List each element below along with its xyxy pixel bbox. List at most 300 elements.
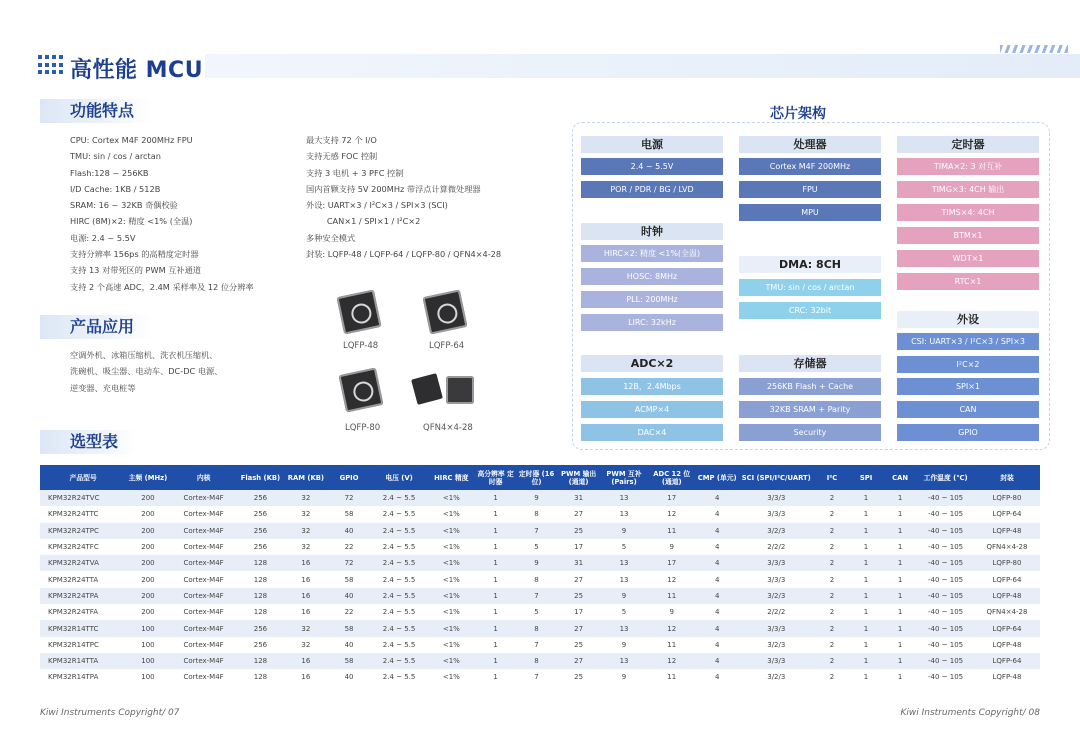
arch-periph-item: SPI×1: [897, 378, 1039, 395]
table-cell: Cortex-M4F: [170, 490, 238, 506]
table-cell: 200: [126, 604, 169, 620]
table-cell: 9: [601, 523, 646, 539]
application-item: 洗碗机、吸尘器、电动车、DC-DC 电源、: [70, 366, 223, 377]
table-cell: 32: [283, 620, 328, 636]
package-label: LQFP-80: [345, 423, 381, 433]
arch-timer-item: WDT×1: [897, 250, 1039, 267]
table-cell: Cortex-M4F: [170, 637, 238, 653]
table-cell: 2: [815, 490, 849, 506]
table-cell: 8: [517, 571, 556, 587]
table-cell: KPM32R14TTC: [40, 620, 126, 636]
table-cell: 3/3/3: [738, 506, 815, 522]
arch-timer-item: TIMA×2: 3 对互补: [897, 158, 1039, 175]
table-cell: 256: [238, 506, 283, 522]
header-dots-icon: [38, 55, 64, 75]
table-cell: 16: [283, 653, 328, 669]
table-cell: Cortex-M4F: [170, 555, 238, 571]
header-band: [205, 54, 1080, 78]
table-cell: 31: [556, 490, 601, 506]
table-cell: -40 ~ 105: [917, 669, 974, 685]
table-cell: Cortex-M4F: [170, 506, 238, 522]
table-cell: 1: [883, 604, 917, 620]
application-item: 空调外机、冰箱压缩机、洗衣机压缩机、: [70, 350, 218, 360]
table-cell: KPM32R14TPC: [40, 637, 126, 653]
table-cell: 128: [238, 588, 283, 604]
table-cell: 256: [238, 490, 283, 506]
arch-timer-title: 定时器: [897, 136, 1039, 153]
table-cell: 5: [517, 539, 556, 555]
table-cell: 3/3/3: [738, 620, 815, 636]
table-cell: 7: [517, 637, 556, 653]
table-cell: 128: [238, 653, 283, 669]
table-cell: 5: [601, 539, 646, 555]
table-cell: 1: [883, 653, 917, 669]
feature-item: HIRC (8M)×2: 精度 <1% (全温): [70, 216, 193, 227]
table-cell: 32: [283, 637, 328, 653]
table-cell: 4: [697, 604, 738, 620]
table-cell: 2.4 ~ 5.5: [370, 490, 429, 506]
table-cell: 1: [849, 571, 883, 587]
feature-item: 多种安全模式: [306, 232, 356, 243]
feature-item: 电源: 2.4 ~ 5.5V: [70, 232, 136, 243]
table-cell: 1: [849, 490, 883, 506]
table-cell: 2.4 ~ 5.5: [370, 539, 429, 555]
table-cell: Cortex-M4F: [170, 669, 238, 685]
table-cell: 2.4 ~ 5.5: [370, 637, 429, 653]
table-cell: 4: [697, 555, 738, 571]
table-cell: -40 ~ 105: [917, 539, 974, 555]
table-cell: 200: [126, 506, 169, 522]
table-cell: 2.4 ~ 5.5: [370, 604, 429, 620]
table-row: [40, 571, 1040, 587]
package-label: QFN4×4-28: [423, 423, 473, 433]
table-cell: 9: [601, 637, 646, 653]
table-header-cell: 高分辨率 定时器: [474, 465, 517, 490]
table-cell: KPM32R24TPC: [40, 523, 126, 539]
table-cell: <1%: [429, 539, 474, 555]
table-cell: 1: [474, 490, 517, 506]
table-cell: 1: [849, 506, 883, 522]
arch-mem-item: Security: [739, 424, 881, 441]
table-cell: 32: [283, 539, 328, 555]
table-cell: 2: [815, 620, 849, 636]
arch-cpu-item: FPU: [739, 181, 881, 198]
table-row: [40, 523, 1040, 539]
table-cell: 1: [474, 571, 517, 587]
chip-lqfp64-icon: [420, 287, 470, 337]
table-cell: 1: [849, 555, 883, 571]
table-cell: 2: [815, 571, 849, 587]
table-cell: LQFP-48: [974, 637, 1040, 653]
architecture-title: 芯片架构: [770, 106, 826, 122]
table-cell: Cortex-M4F: [170, 604, 238, 620]
table-cell: 4: [697, 490, 738, 506]
table-cell: <1%: [429, 506, 474, 522]
features-right-list: [306, 132, 501, 262]
arch-adc-item: ACMP×4: [581, 401, 723, 418]
table-cell: 1: [883, 669, 917, 685]
table-cell: 31: [556, 555, 601, 571]
table-cell: 256: [238, 620, 283, 636]
table-cell: 8: [517, 620, 556, 636]
arch-adc-title: ADC×2: [581, 355, 723, 372]
table-cell: 2: [815, 539, 849, 555]
table-cell: LQFP-64: [974, 653, 1040, 669]
table-cell: 100: [126, 620, 169, 636]
table-cell: LQFP-80: [974, 490, 1040, 506]
table-cell: 200: [126, 490, 169, 506]
table-cell: 2.4 ~ 5.5: [370, 669, 429, 685]
table-cell: 256: [238, 523, 283, 539]
feature-item: CAN×1 / SPI×1 / I²C×2: [306, 216, 421, 227]
table-header-cell: HIRC 精度: [429, 465, 474, 490]
feature-item: 支持无感 FOC 控制: [306, 151, 378, 162]
table-cell: KPM32R24TVC: [40, 490, 126, 506]
table-cell: 22: [329, 539, 370, 555]
table-cell: 13: [601, 653, 646, 669]
arch-clock-item: HIRC×2: 精度 <1%(全温): [581, 245, 723, 262]
table-cell: 1: [849, 669, 883, 685]
applications-heading: 产品应用: [40, 315, 152, 339]
table-header-cell: 电压 (V): [370, 465, 429, 490]
arch-cpu-item: Cortex M4F 200MHz: [739, 158, 881, 175]
table-cell: <1%: [429, 669, 474, 685]
table-cell: 128: [238, 669, 283, 685]
table-cell: 1: [849, 539, 883, 555]
table-cell: 2: [815, 523, 849, 539]
table-cell: 40: [329, 523, 370, 539]
table-cell: 128: [238, 555, 283, 571]
table-cell: 72: [329, 555, 370, 571]
table-cell: 2/2/2: [738, 539, 815, 555]
table-cell: 17: [647, 555, 697, 571]
table-cell: 2: [815, 588, 849, 604]
feature-item: 支持分辨率 156ps 的高精度定时器: [70, 249, 199, 260]
table-cell: 40: [329, 669, 370, 685]
table-cell: 32: [283, 490, 328, 506]
arch-power-item: 2.4 ~ 5.5V: [581, 158, 723, 175]
table-header-cell: CAN: [883, 465, 917, 490]
table-cell: 1: [474, 555, 517, 571]
table-cell: 16: [283, 555, 328, 571]
table-cell: 2: [815, 637, 849, 653]
table-cell: <1%: [429, 653, 474, 669]
table-cell: <1%: [429, 555, 474, 571]
table-header-cell: 定时器 (16 位): [517, 465, 556, 490]
table-cell: LQFP-64: [974, 506, 1040, 522]
arch-mem-item: 32KB SRAM + Parity: [739, 401, 881, 418]
table-cell: 1: [883, 571, 917, 587]
table-cell: 40: [329, 588, 370, 604]
table-cell: 2.4 ~ 5.5: [370, 653, 429, 669]
table-cell: 9: [647, 539, 697, 555]
table-cell: LQFP-64: [974, 571, 1040, 587]
table-row: [40, 555, 1040, 571]
table-cell: 13: [601, 620, 646, 636]
table-cell: 12: [647, 571, 697, 587]
table-cell: 1: [474, 523, 517, 539]
table-cell: 12: [647, 506, 697, 522]
table-cell: 32: [283, 523, 328, 539]
table-cell: 13: [601, 571, 646, 587]
application-item: 逆变器、充电桩等: [70, 382, 136, 393]
table-cell: 1: [849, 604, 883, 620]
table-cell: 7: [517, 669, 556, 685]
table-cell: 1: [474, 637, 517, 653]
table-cell: 3/2/3: [738, 637, 815, 653]
table-cell: 1: [474, 604, 517, 620]
table-cell: LQFP-48: [974, 669, 1040, 685]
table-cell: 13: [601, 555, 646, 571]
table-cell: 3/3/3: [738, 653, 815, 669]
table-cell: KPM32R24TFC: [40, 539, 126, 555]
table-cell: 27: [556, 653, 601, 669]
table-cell: KPM32R24TPA: [40, 588, 126, 604]
table-cell: 1: [883, 555, 917, 571]
table-cell: 2: [815, 669, 849, 685]
table-header-cell: 主频 (MHz): [126, 465, 169, 490]
table-row: [40, 620, 1040, 636]
table-header-cell: 封装: [974, 465, 1040, 490]
table-cell: 17: [556, 539, 601, 555]
table-cell: KPM32R24TFA: [40, 604, 126, 620]
feature-item: 国内首颗支持 5V 200MHz 带浮点计算微处理器: [306, 183, 481, 194]
arch-power-item: POR / PDR / BG / LVD: [581, 181, 723, 198]
table-cell: 16: [283, 604, 328, 620]
table-cell: 1: [474, 539, 517, 555]
table-cell: QFN4×4-28: [974, 539, 1040, 555]
table-header-cell: 内核: [170, 465, 238, 490]
arch-dma-title: DMA: 8CH: [739, 256, 881, 273]
table-cell: 200: [126, 555, 169, 571]
table-cell: 3/2/3: [738, 523, 815, 539]
table-cell: 13: [601, 490, 646, 506]
table-cell: 3/2/3: [738, 669, 815, 685]
table-cell: 4: [697, 637, 738, 653]
table-cell: 7: [517, 523, 556, 539]
table-row: [40, 588, 1040, 604]
table-cell: 25: [556, 523, 601, 539]
arch-timer-item: TIMS×4: 4CH: [897, 204, 1039, 221]
table-cell: 1: [883, 588, 917, 604]
table-cell: 12: [647, 620, 697, 636]
chip-lqfp80-icon: [336, 365, 386, 415]
table-cell: 11: [647, 588, 697, 604]
table-cell: 1: [883, 620, 917, 636]
table-cell: 4: [697, 539, 738, 555]
table-cell: 27: [556, 506, 601, 522]
table-header-cell: 产品型号: [40, 465, 126, 490]
table-cell: Cortex-M4F: [170, 588, 238, 604]
footer-left: Kiwi Instruments Copyright/ 07: [40, 708, 180, 718]
header-stripes: [1000, 45, 1068, 53]
table-cell: <1%: [429, 490, 474, 506]
table-cell: 2.4 ~ 5.5: [370, 571, 429, 587]
table-header-row: [40, 465, 1040, 490]
table-cell: 100: [126, 637, 169, 653]
feature-item: 封装: LQFP-48 / LQFP-64 / LQFP-80 / QFN4×4-28: [306, 249, 502, 260]
arch-periph-item: CSI: UART×3 / I²C×3 / SPI×3: [897, 333, 1039, 350]
table-cell: 11: [647, 523, 697, 539]
arch-timer-item: RTC×1: [897, 273, 1039, 290]
table-cell: <1%: [429, 604, 474, 620]
arch-timer-item: TIMG×3: 4CH 输出: [897, 181, 1039, 198]
chip-lqfp48-icon: [334, 287, 384, 337]
table-cell: <1%: [429, 523, 474, 539]
table-cell: 13: [601, 506, 646, 522]
table-cell: Cortex-M4F: [170, 571, 238, 587]
table-cell: 1: [474, 669, 517, 685]
table-cell: 2.4 ~ 5.5: [370, 523, 429, 539]
table-cell: 200: [126, 539, 169, 555]
table-cell: KPM32R24TVA: [40, 555, 126, 571]
table-cell: 4: [697, 669, 738, 685]
table-cell: 3/3/3: [738, 555, 815, 571]
feature-item: 支持 3 电机 + 3 PFC 控制: [306, 167, 404, 178]
feature-item: 支持 2 个高速 ADC，2.4M 采样率及 12 位分辨率: [70, 281, 254, 292]
arch-adc-item: 12B，2.4Mbps: [581, 378, 723, 395]
table-cell: 200: [126, 571, 169, 587]
table-cell: QFN4×4-28: [974, 604, 1040, 620]
table-cell: 1: [849, 523, 883, 539]
table-cell: <1%: [429, 637, 474, 653]
table-cell: -40 ~ 105: [917, 523, 974, 539]
table-cell: 58: [329, 620, 370, 636]
arch-periph-item: GPIO: [897, 424, 1039, 441]
selection-table: [40, 465, 1040, 686]
table-cell: 25: [556, 669, 601, 685]
table-cell: KPM32R24TTC: [40, 506, 126, 522]
feature-item: 最大支持 72 个 I/O: [306, 135, 377, 145]
table-cell: 128: [238, 604, 283, 620]
feature-item: I/D Cache: 1KB / 512B: [70, 183, 161, 194]
table-cell: 5: [517, 604, 556, 620]
arch-mem-item: 256KB Flash + Cache: [739, 378, 881, 395]
table-cell: 1: [849, 620, 883, 636]
table-cell: 1: [883, 637, 917, 653]
table-cell: 9: [601, 588, 646, 604]
arch-periph-item: I²C×2: [897, 356, 1039, 373]
arch-timer-item: BTM×1: [897, 227, 1039, 244]
table-cell: 16: [283, 571, 328, 587]
table-cell: 9: [517, 555, 556, 571]
feature-item: Flash:128 ~ 256KB: [70, 167, 149, 178]
features-left-list: [70, 132, 254, 295]
table-cell: 4: [697, 506, 738, 522]
table-cell: -40 ~ 105: [917, 555, 974, 571]
table-cell: Cortex-M4F: [170, 620, 238, 636]
table-cell: 2.4 ~ 5.5: [370, 588, 429, 604]
table-row: [40, 506, 1040, 522]
table-cell: 8: [517, 506, 556, 522]
table-cell: 17: [647, 490, 697, 506]
arch-cpu-item: MPU: [739, 204, 881, 221]
table-cell: 1: [849, 588, 883, 604]
chip-qfn-bottom-icon: [446, 376, 474, 404]
table-cell: 12: [647, 653, 697, 669]
table-cell: 1: [849, 637, 883, 653]
table-cell: -40 ~ 105: [917, 588, 974, 604]
table-cell: LQFP-48: [974, 588, 1040, 604]
table-header-cell: RAM (KB): [283, 465, 328, 490]
table-row: [40, 604, 1040, 620]
table-row: [40, 490, 1040, 506]
table-body: [40, 490, 1040, 686]
table-cell: 100: [126, 653, 169, 669]
table-cell: -40 ~ 105: [917, 620, 974, 636]
table-cell: 1: [883, 490, 917, 506]
table-cell: 1: [474, 653, 517, 669]
table-row: [40, 669, 1040, 685]
table-cell: 4: [697, 588, 738, 604]
feature-item: TMU: sin / cos / arctan: [70, 151, 161, 162]
table-cell: -40 ~ 105: [917, 506, 974, 522]
table-cell: 40: [329, 637, 370, 653]
table-cell: 25: [556, 637, 601, 653]
table-cell: -40 ~ 105: [917, 653, 974, 669]
table-cell: 1: [474, 588, 517, 604]
arch-power-title: 电源: [581, 136, 723, 153]
table-cell: 4: [697, 653, 738, 669]
table-cell: 16: [283, 669, 328, 685]
table-cell: 1: [883, 523, 917, 539]
table-cell: -40 ~ 105: [917, 490, 974, 506]
table-cell: 256: [238, 637, 283, 653]
feature-item: 外设: UART×3 / I²C×3 / SPI×3 (SCI): [306, 200, 448, 211]
table-cell: 72: [329, 490, 370, 506]
table-header-cell: SCI (SPI/I²C/UART): [738, 465, 815, 490]
arch-periph-title: 外设: [897, 311, 1039, 328]
arch-dma-item: TMU: sin / cos / arctan: [739, 279, 881, 296]
table-header-cell: PWM 输出 (通道): [556, 465, 601, 490]
table-header-cell: CMP (单元): [697, 465, 738, 490]
table-cell: 2.4 ~ 5.5: [370, 506, 429, 522]
table-cell: 2/2/2: [738, 604, 815, 620]
table-cell: 25: [556, 588, 601, 604]
table-cell: 3/3/3: [738, 571, 815, 587]
table-cell: 2: [815, 555, 849, 571]
table-cell: 22: [329, 604, 370, 620]
table-row: [40, 653, 1040, 669]
table-cell: 8: [517, 653, 556, 669]
package-label: LQFP-64: [429, 341, 465, 351]
feature-item: SRAM: 16 ~ 32KB 奇偶校验: [70, 200, 178, 211]
table-cell: 4: [697, 620, 738, 636]
feature-item: CPU: Cortex M4F 200MHz FPU: [70, 135, 193, 145]
table-cell: Cortex-M4F: [170, 539, 238, 555]
table-cell: 200: [126, 523, 169, 539]
table-cell: 200: [126, 588, 169, 604]
table-cell: <1%: [429, 620, 474, 636]
table-cell: 3/2/3: [738, 588, 815, 604]
table-header-cell: ADC 12 位 (通道): [647, 465, 697, 490]
table-cell: 2: [815, 506, 849, 522]
arch-periph-item: CAN: [897, 401, 1039, 418]
table-cell: -40 ~ 105: [917, 604, 974, 620]
table-cell: 58: [329, 571, 370, 587]
table-cell: 4: [697, 523, 738, 539]
feature-item: 支持 13 对带死区的 PWM 互补通道: [70, 265, 201, 276]
footer-right: Kiwi Instruments Copyright/ 08: [900, 708, 1040, 718]
table-cell: 9: [647, 604, 697, 620]
table-cell: 2.4 ~ 5.5: [370, 620, 429, 636]
table-cell: 1: [883, 506, 917, 522]
page-title: 高性能 MCU: [70, 58, 204, 83]
table-header-cell: SPI: [849, 465, 883, 490]
table-cell: <1%: [429, 571, 474, 587]
table-cell: LQFP-64: [974, 620, 1040, 636]
table-cell: LQFP-48: [974, 523, 1040, 539]
